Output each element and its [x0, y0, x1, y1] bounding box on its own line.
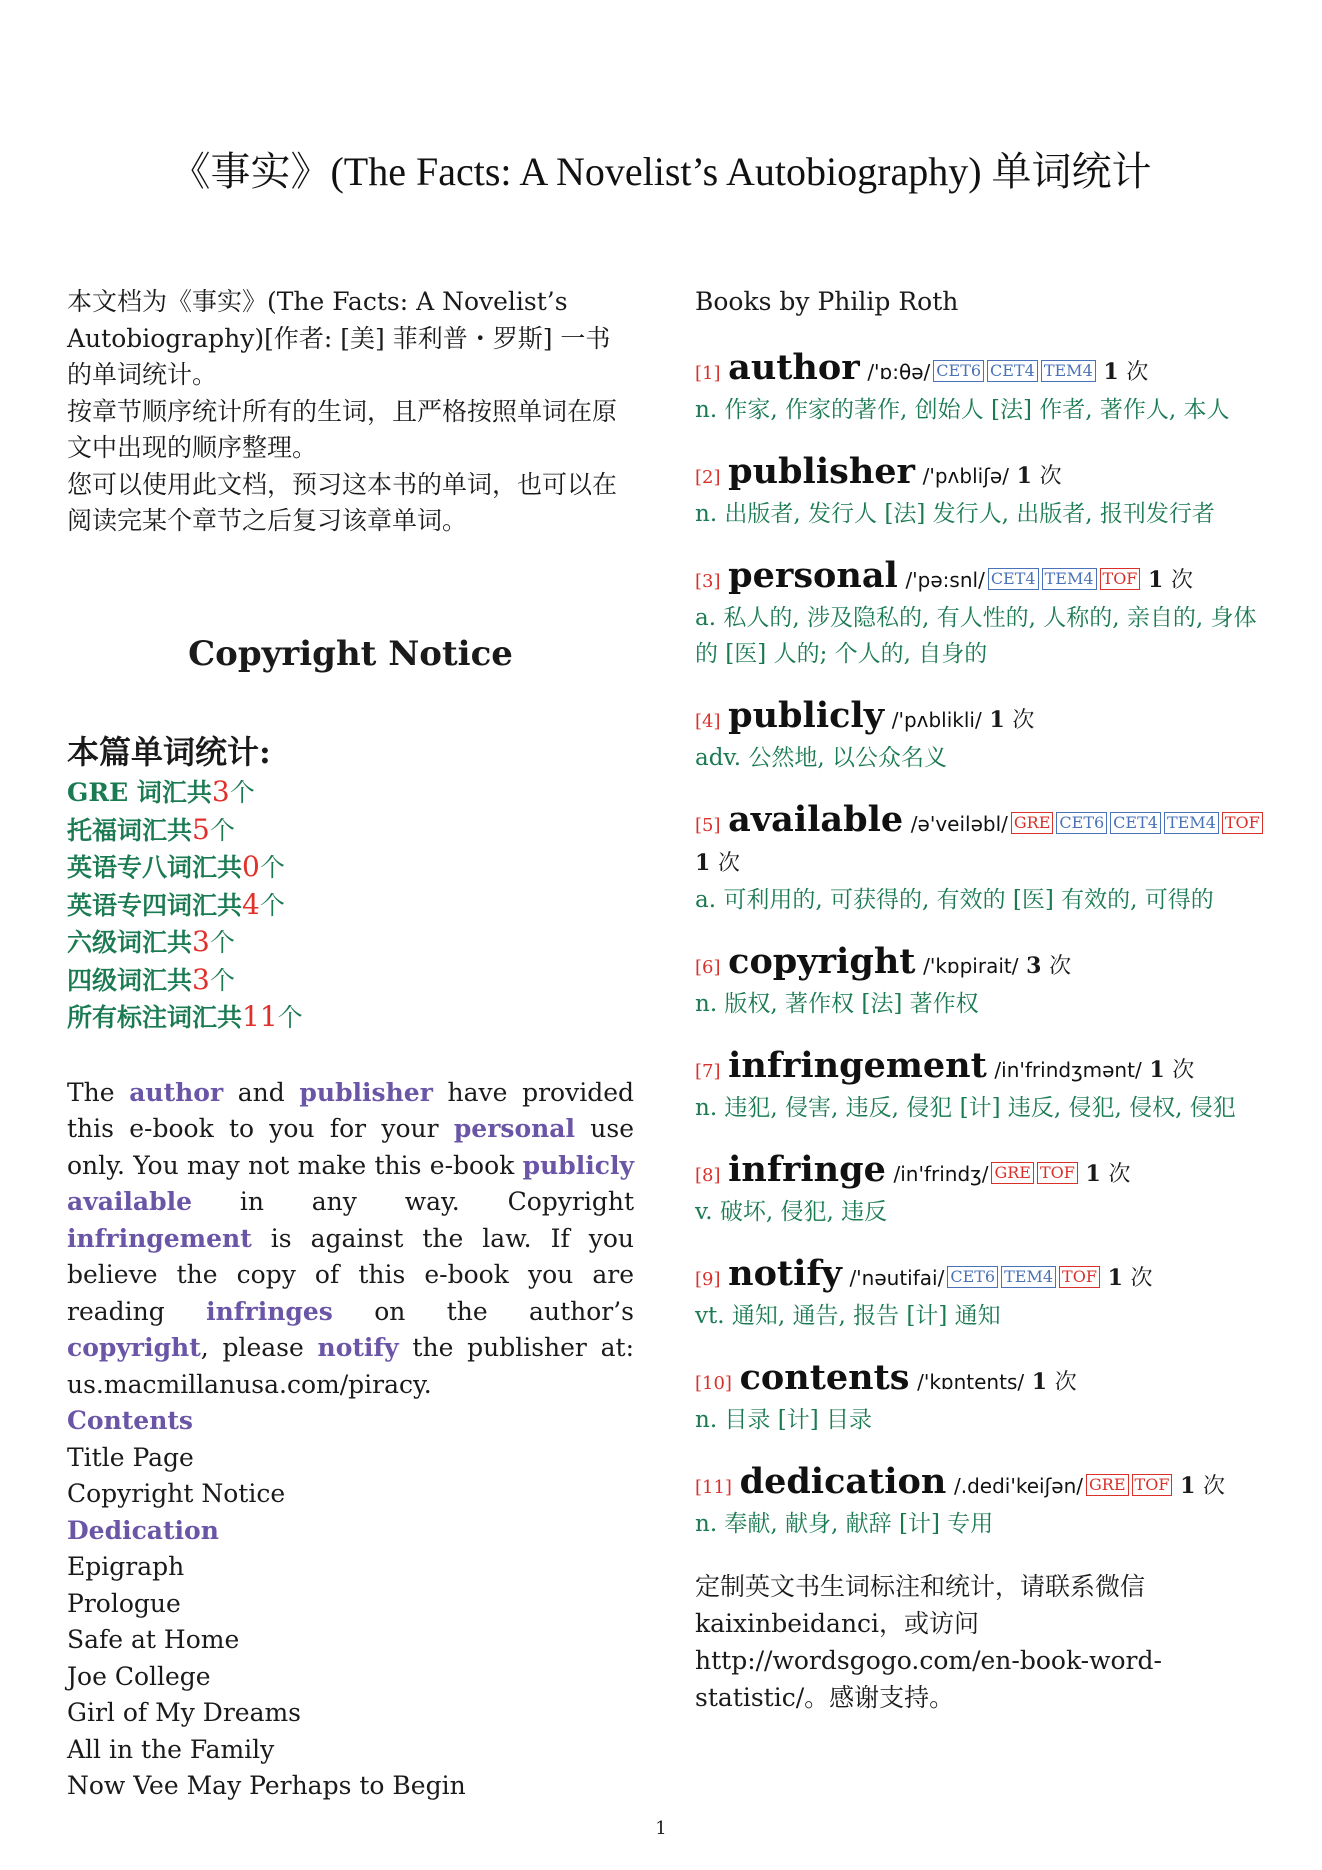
entry-definition: n. 版权, 著作权 [法] 著作权 — [695, 991, 979, 1017]
stat-unit: 个 — [209, 815, 235, 845]
stat-row — [67, 887, 634, 925]
entry-count-unit: 次 — [1039, 464, 1062, 489]
body-text: use only. You may not make this e-book — [67, 1114, 634, 1180]
toc-contents-heading: Contents — [67, 1406, 194, 1435]
entry-index: [8] — [695, 1165, 721, 1186]
vocab-entry — [695, 695, 1270, 776]
copyright-heading: Copyright Notice — [188, 633, 513, 674]
entry-index: [11] — [695, 1477, 732, 1498]
level-tag: GRE — [1011, 812, 1054, 834]
highlighted-word: infringes — [206, 1296, 333, 1326]
entry-count-unit: 次 — [1049, 954, 1072, 979]
stat-row — [67, 774, 634, 812]
entry-word: copyright — [728, 941, 916, 982]
level-tag: TOF — [1037, 1162, 1078, 1184]
vocab-entry — [695, 451, 1270, 532]
left-column — [67, 284, 634, 1805]
entry-headline — [695, 347, 1270, 392]
stat-unit: 个 — [229, 778, 255, 807]
entry-headline — [695, 1357, 1270, 1402]
toc-item: All in the Family — [67, 1734, 275, 1764]
level-tag: CET6 — [947, 1266, 998, 1288]
entry-phonetic: /ə'veiləbl/ — [910, 812, 1008, 836]
entry-count: 1 — [1016, 463, 1032, 489]
level-tag: TEM4 — [1001, 1266, 1056, 1288]
vocab-entry — [695, 1045, 1270, 1126]
entry-count-unit: 次 — [1171, 568, 1194, 593]
entry-count: 1 — [989, 707, 1005, 733]
stat-count: 4 — [242, 887, 260, 921]
toc-item: Joe College — [67, 1661, 211, 1691]
entry-definition: n. 出版者, 发行人 [法] 发行人, 出版者, 报刊发行者 — [695, 501, 1215, 527]
entry-index: [6] — [695, 957, 721, 978]
entry-index: [10] — [695, 1373, 732, 1394]
entry-count: 1 — [1107, 1265, 1123, 1291]
stat-label: 六级词汇共 — [67, 928, 193, 957]
footer-note: 定制英文书生词标注和统计，请联系微信 kaixinbeidanci，或访问 http://wordsgogo.com/en-book-word-statistic/。感谢支持。 — [695, 1572, 1162, 1712]
vocab-entry — [695, 347, 1270, 428]
entry-count: 3 — [1026, 953, 1042, 979]
stat-label: 托福词汇共 — [67, 815, 193, 845]
entry-count: 1 — [695, 850, 711, 876]
entry-word: publisher — [728, 451, 915, 492]
stat-count: 0 — [242, 850, 260, 883]
stat-row — [67, 924, 634, 962]
level-tag: CET6 — [933, 360, 984, 382]
vocab-entry — [695, 799, 1270, 918]
toc-item: Copyright Notice — [67, 1479, 286, 1508]
vocab-entry — [695, 1253, 1270, 1334]
highlighted-word: infringement — [67, 1223, 252, 1253]
entry-count: 1 — [1149, 1057, 1165, 1083]
body-text: , please — [200, 1333, 318, 1362]
entry-headline — [695, 1253, 1270, 1298]
entry-count-unit: 次 — [1126, 360, 1149, 385]
level-tag: TOF — [1132, 1474, 1173, 1496]
entry-count: 1 — [1148, 567, 1164, 593]
stat-count: 3 — [192, 925, 210, 958]
body-text: in any way. Copyright — [192, 1187, 634, 1216]
level-tag: TEM4 — [1042, 568, 1097, 590]
entry-count-unit: 次 — [1172, 1058, 1195, 1083]
highlighted-word: notify — [317, 1333, 399, 1362]
stat-row — [67, 849, 634, 887]
stat-count: 3 — [192, 962, 210, 996]
entry-word: infringement — [728, 1045, 987, 1086]
stat-row — [67, 999, 634, 1037]
body-text: have provided this e-book to you for your — [67, 1077, 634, 1143]
page-number: 1 — [655, 1818, 667, 1839]
entry-definition: a. 私人的, 涉及隐私的, 有人性的, 人称的, 亲自的, 身体的 [医] 人的; 个人的, 自身的 — [695, 605, 1257, 667]
entry-count-unit: 次 — [1054, 1370, 1077, 1395]
entry-count-unit: 次 — [1108, 1162, 1131, 1187]
entry-phonetic: /'kɒntents/ — [917, 1370, 1025, 1394]
vocab-entry — [695, 941, 1270, 1022]
entry-index: [7] — [695, 1061, 721, 1082]
entry-phonetic: /'pʌbliʃə/ — [922, 464, 1009, 488]
toc-item: Epigraph — [67, 1552, 185, 1581]
stat-unit: 个 — [259, 853, 285, 882]
page-title: 《事实》(The Facts: A Novelist’s Autobiography) 单词统计 — [170, 149, 1152, 194]
entry-word: personal — [728, 555, 898, 596]
entry-phonetic: /in'frindʒmənt/ — [994, 1058, 1142, 1082]
body-text: The — [67, 1077, 130, 1107]
intro-paragraph: 本文档为《事实》(The Facts: A Novelist’s Autobiography)[作者: [美] 菲利普・罗斯] 一书的单词统计。 — [67, 287, 611, 389]
entry-headline — [695, 799, 1270, 882]
entry-headline — [695, 1045, 1270, 1090]
entry-definition: vt. 通知, 通告, 报告 [计] 通知 — [695, 1303, 1001, 1329]
entry-word: infringe — [728, 1149, 886, 1190]
entry-headline — [695, 1461, 1270, 1506]
level-tag: TOF — [1059, 1266, 1100, 1288]
entry-definition: n. 奉献, 献身, 献辞 [计] 专用 — [695, 1511, 994, 1537]
level-tag: TEM4 — [1164, 812, 1219, 834]
entry-headline — [695, 941, 1270, 986]
entry-phonetic: /'kɒpirait/ — [923, 954, 1019, 978]
stat-count: 5 — [192, 812, 210, 846]
stat-count: 3 — [211, 775, 230, 808]
body-text: is against the law. If you believe the copy of this e-book you are reading — [67, 1223, 634, 1326]
level-tag: CET4 — [987, 360, 1038, 382]
entry-word: available — [728, 799, 904, 840]
stats-title: 本篇单词统计: — [67, 733, 271, 771]
highlighted-word: copyright — [67, 1333, 201, 1362]
entry-index: [5] — [695, 815, 721, 836]
entry-headline — [695, 1149, 1270, 1194]
stat-count: 11 — [242, 1000, 278, 1033]
entry-count: 1 — [1031, 1369, 1048, 1395]
vocab-entry — [695, 1461, 1270, 1542]
entry-word: notify — [728, 1253, 842, 1294]
stat-label: 英语专八词汇共 — [67, 853, 243, 882]
entry-index: [9] — [695, 1269, 721, 1290]
highlighted-word: author — [129, 1077, 224, 1107]
entry-count: 1 — [1180, 1473, 1196, 1499]
toc-item: Prologue — [67, 1588, 181, 1618]
entry-count: 1 — [1103, 359, 1119, 385]
body-text: on the author’s — [332, 1296, 634, 1326]
stat-label: 所有标注词汇共 — [67, 1003, 243, 1032]
level-tag: GRE — [1086, 1474, 1129, 1496]
stat-row — [67, 962, 634, 1000]
entry-index: [2] — [695, 467, 721, 488]
vocab-entry — [695, 555, 1270, 672]
entry-word: dedication — [739, 1461, 947, 1502]
entry-phonetic: /.dedi'keiʃən/ — [954, 1474, 1084, 1498]
entry-index: [4] — [695, 711, 721, 732]
entry-definition: adv. 公然地, 以公众名义 — [695, 745, 947, 771]
stat-unit: 个 — [209, 928, 235, 957]
body-text: the publisher at: us.macmillanusa.com/piracy. — [67, 1333, 634, 1399]
entry-headline — [695, 555, 1270, 600]
entry-definition: a. 可利用的, 可获得的, 有效的 [医] 有效的, 可得的 — [695, 887, 1214, 913]
highlighted-word: publicly — [522, 1150, 634, 1180]
stat-row — [67, 812, 634, 850]
level-tag: TOF — [1100, 568, 1141, 590]
entry-headline — [695, 695, 1270, 740]
entry-word: author — [728, 347, 860, 388]
level-tag: GRE — [991, 1162, 1034, 1184]
entry-count-unit: 次 — [1130, 1266, 1153, 1291]
level-tag: CET6 — [1056, 812, 1107, 834]
vocab-entry — [695, 1357, 1270, 1438]
entry-word: publicly — [728, 695, 885, 736]
highlighted-word: publisher — [299, 1077, 433, 1107]
entry-definition: v. 破坏, 侵犯, 违反 — [695, 1199, 888, 1225]
right-column — [695, 284, 1270, 1716]
stat-label: GRE 词汇共 — [67, 778, 212, 807]
copyright-body — [67, 1075, 634, 1404]
body-text: and — [223, 1077, 300, 1107]
intro-paragraph: 您可以使用此文档，预习这本书的单词，也可以在阅读完某个章节之后复习该章单词。 — [67, 469, 618, 535]
level-tag: CET4 — [1110, 812, 1161, 834]
entry-count-unit: 次 — [717, 851, 740, 876]
entry-definition: n. 违犯, 侵害, 违反, 侵犯 [计] 违反, 侵犯, 侵权, 侵犯 — [695, 1095, 1236, 1121]
stat-label: 英语专四词汇共 — [67, 890, 243, 920]
toc-item: Girl of My Dreams — [67, 1698, 302, 1727]
entry-phonetic: /'pʌblikli/ — [891, 708, 982, 732]
entry-word: contents — [739, 1357, 910, 1398]
stat-unit: 个 — [209, 965, 235, 995]
intro-paragraph: 按章节顺序统计所有的生词，且严格按照单词在原文中出现的顺序整理。 — [67, 396, 618, 462]
entry-count-unit: 次 — [1012, 708, 1035, 733]
toc-item: Safe at Home — [67, 1625, 240, 1654]
toc-item: Now Vee May Perhaps to Begin — [67, 1771, 466, 1800]
entry-phonetic: /'ɒ:θə/ — [867, 360, 931, 384]
stat-unit: 个 — [277, 1003, 303, 1032]
entry-phonetic: /'pə:snl/ — [905, 568, 985, 592]
level-tag: TEM4 — [1041, 360, 1096, 382]
entry-phonetic: /in'frindʒ/ — [893, 1162, 989, 1186]
toc-dedication-heading: Dedication — [67, 1515, 219, 1545]
word-stats — [67, 730, 634, 1037]
toc-item: Title Page — [67, 1442, 194, 1472]
highlighted-word: personal — [453, 1114, 576, 1143]
highlighted-word: available — [67, 1187, 192, 1216]
table-of-contents — [67, 1403, 634, 1805]
vocab-entry — [695, 1149, 1270, 1230]
books-heading: Books by Philip Roth — [695, 287, 959, 316]
entry-count-unit: 次 — [1203, 1474, 1226, 1499]
entry-index: [3] — [695, 571, 721, 592]
entry-index: [1] — [695, 363, 721, 384]
level-tag: TOF — [1222, 812, 1263, 834]
entry-definition: n. 目录 [计] 目录 — [695, 1407, 873, 1433]
level-tag: CET4 — [988, 568, 1039, 590]
stat-label: 四级词汇共 — [67, 965, 193, 995]
entry-headline — [695, 451, 1270, 496]
entry-count: 1 — [1085, 1161, 1101, 1187]
entry-phonetic: /'nəutifai/ — [849, 1266, 945, 1290]
intro — [67, 284, 634, 540]
entry-definition: n. 作家, 作家的著作, 创始人 [法] 作者, 著作人, 本人 — [695, 397, 1230, 423]
stat-unit: 个 — [259, 890, 285, 920]
